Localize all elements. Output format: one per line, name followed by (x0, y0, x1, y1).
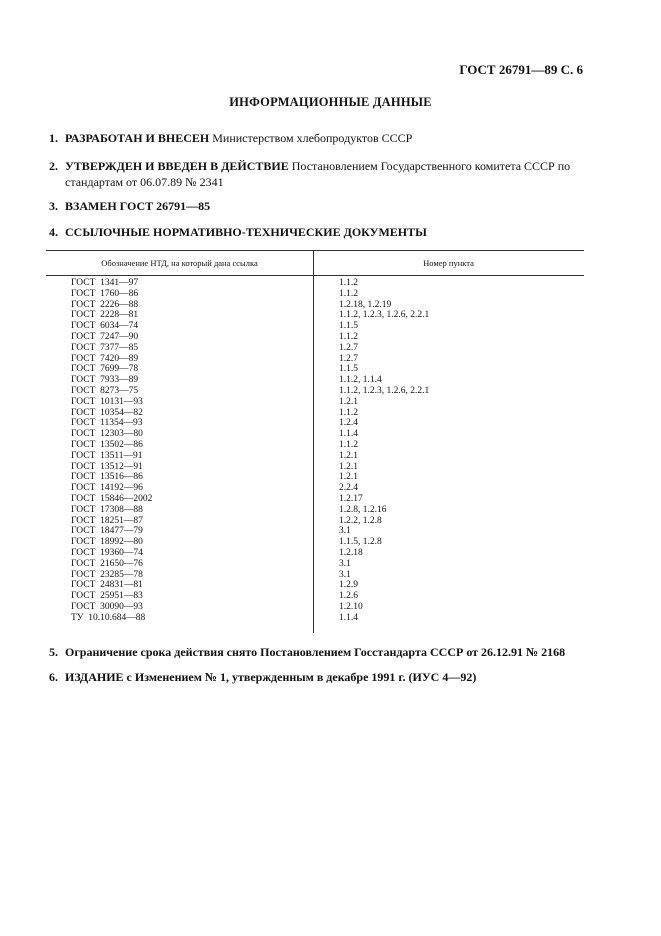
table-row (46, 386, 584, 397)
clause-number-cell: 1.2.6 (339, 591, 358, 602)
table-header-row (46, 251, 584, 275)
clause-number-cell: 1.2.1 (339, 461, 358, 472)
table-row (46, 494, 584, 505)
item-text: Постановлением Государственного комитета СССР по стандартам от 06.07.89 № 2341 (65, 159, 571, 189)
document-designation-cell: ГОСТ 7377—85 (71, 342, 139, 353)
clause-number-cell: 1.1.2 (339, 288, 358, 299)
table-row (46, 375, 584, 386)
document-designation-cell: ГОСТ 11354—93 (71, 418, 143, 429)
table-row (46, 310, 584, 321)
item-number: 6. (49, 670, 58, 684)
clause-number-cell: 1.1.2, 1.2.3, 1.2.6, 2.2.1 (339, 385, 430, 396)
document-designation-cell: ГОСТ 17308—88 (71, 504, 143, 515)
document-designation-cell: ГОСТ 15846—2002 (71, 493, 153, 504)
clause-number-cell: 1.2.17 (339, 493, 363, 504)
table-row (46, 505, 584, 516)
item-number: 2. (49, 159, 58, 173)
document-designation-cell: ГОСТ 10131—93 (71, 396, 143, 407)
document-designation-cell: ГОСТ 21650—76 (71, 558, 143, 569)
item-bold-text: ИЗДАНИЕ с Изменением № 1, утвержденным в декабре 1991 г. (ИУС 4—92) (65, 670, 477, 684)
document-designation-cell: ГОСТ 25951—83 (71, 591, 143, 602)
document-designation-cell: ГОСТ 18251—87 (71, 515, 143, 526)
info-item-3 (49, 198, 589, 214)
table-row (46, 440, 584, 451)
table-row (46, 548, 584, 559)
table-row (46, 472, 584, 483)
clause-number-cell: 1.2.1 (339, 472, 358, 483)
item-number: 4. (49, 225, 58, 239)
info-item-1 (49, 130, 589, 146)
document-designation-cell: ГОСТ 1341—97 (71, 278, 139, 288)
table-row (46, 278, 584, 289)
clause-number-cell: 1.1.2 (339, 439, 358, 450)
clause-number-cell: 1.2.4 (339, 418, 358, 429)
table-row (46, 321, 584, 332)
document-designation-cell: ГОСТ 7933—89 (71, 375, 139, 386)
document-designation-cell: ГОСТ 13511—91 (71, 450, 143, 461)
item-bold-text: УТВЕРЖДЕН И ВВЕДЕН В ДЕЙСТВИЕ (65, 159, 289, 173)
item-number: 5. (49, 645, 58, 659)
document-designation-cell: ГОСТ 7420—89 (71, 353, 139, 364)
document-designation-cell: ГОСТ 7699—78 (71, 364, 139, 375)
clause-number-cell: 1.1.4 (339, 429, 358, 440)
clause-number-cell: 1.1.2 (339, 407, 358, 418)
table-row (46, 364, 584, 375)
table-row (46, 300, 584, 311)
document-designation-cell: ГОСТ 24831—81 (71, 580, 143, 591)
document-designation-cell: ГОСТ 2228—81 (71, 310, 139, 321)
column-divider (313, 250, 314, 633)
clause-number-cell: 1.1.4 (339, 612, 358, 623)
item-bold-text: ССЫЛОЧНЫЕ НОРМАТИВНО-ТЕХНИЧЕСКИЕ ДОКУМЕНТЫ (65, 225, 427, 239)
table-row (46, 332, 584, 343)
document-designation-cell: ГОСТ 12303—80 (71, 429, 143, 440)
item-bold-text: Ограничение срока действия снято Постановлением Госстандарта СССР от 26.12.91 № 2168 (65, 645, 566, 659)
clause-number-cell: 1.1.5 (339, 321, 358, 332)
table-row (46, 537, 584, 548)
document-designation-cell: ГОСТ 18477—79 (71, 526, 143, 537)
info-item-2 (49, 158, 589, 190)
clause-number-cell: 1.1.2 (339, 278, 358, 288)
table-row (46, 289, 584, 300)
table-row (46, 602, 584, 613)
clause-number-cell: 1.2.2, 1.2.8 (339, 515, 382, 526)
document-designation-cell: ГОСТ 1760—86 (71, 288, 139, 299)
item-number: 1. (49, 131, 58, 145)
clause-number-cell: 1.2.1 (339, 450, 358, 461)
table-row (46, 613, 584, 624)
clause-number-cell: 1.2.18, 1.2.19 (339, 299, 392, 310)
document-designation-cell: ТУ 10.10.684—88 (71, 612, 146, 623)
table-body (46, 276, 584, 624)
clause-number-cell: 1.2.7 (339, 353, 358, 364)
document-designation-cell: ГОСТ 30090—93 (71, 601, 143, 612)
clause-number-cell: 1.2.18 (339, 547, 363, 558)
clause-number-cell: 1.2.8, 1.2.16 (339, 504, 387, 515)
table-row (46, 429, 584, 440)
reference-documents-table (46, 250, 584, 624)
item-number: 3. (49, 199, 58, 213)
clause-number-cell: 1.2.1 (339, 396, 358, 407)
document-designation-cell: ГОСТ 19360—74 (71, 547, 143, 558)
table-row (46, 418, 584, 429)
document-designation-cell: ГОСТ 18992—80 (71, 537, 143, 548)
info-item-5 (49, 644, 589, 660)
document-designation-cell: ГОСТ 13516—86 (71, 472, 143, 483)
info-item-6 (49, 669, 589, 685)
table-row (46, 483, 584, 494)
item-bold-text: ВЗАМЕН ГОСТ 26791—85 (65, 199, 211, 213)
document-designation-cell: ГОСТ 23285—78 (71, 569, 143, 580)
table-row (46, 580, 584, 591)
clause-number-cell: 1.1.2, 1.2.3, 1.2.6, 2.2.1 (339, 310, 430, 321)
table-row (46, 451, 584, 462)
column-header-clause: Номер пункта (423, 258, 474, 268)
table-row (46, 397, 584, 408)
item-text: Министерством хлебопродуктов СССР (209, 131, 413, 145)
table-row (46, 570, 584, 581)
table-row (46, 408, 584, 419)
document-designation-cell: ГОСТ 10354—82 (71, 407, 143, 418)
column-header-document: Обозначение НТД, на который дана ссылка (101, 258, 258, 268)
document-designation-cell: ГОСТ 7247—90 (71, 331, 139, 342)
clause-number-cell: 3.1 (339, 558, 351, 569)
clause-number-cell: 3.1 (339, 569, 351, 580)
document-designation-cell: ГОСТ 13512—91 (71, 461, 143, 472)
document-designation-cell: ГОСТ 6034—74 (71, 321, 139, 332)
document-designation-cell: ГОСТ 2226—88 (71, 299, 139, 310)
section-title: ИНФОРМАЦИОННЫЕ ДАННЫЕ (229, 95, 432, 109)
clause-number-cell: 1.1.5, 1.2.8 (339, 537, 382, 548)
clause-number-cell: 1.2.9 (339, 580, 358, 591)
document-designation-cell: ГОСТ 8273—75 (71, 385, 139, 396)
table-row (46, 516, 584, 527)
clause-number-cell: 1.2.10 (339, 601, 363, 612)
table-row (46, 526, 584, 537)
info-item-4 (49, 224, 589, 240)
table-row (46, 354, 584, 365)
table-row (46, 559, 584, 570)
standard-reference-header: ГОСТ 26791—89 С. 6 (459, 62, 583, 77)
table-row (46, 591, 584, 602)
document-designation-cell: ГОСТ 13502—86 (71, 439, 143, 450)
clause-number-cell: 1.1.5 (339, 364, 358, 375)
clause-number-cell: 3.1 (339, 526, 351, 537)
clause-number-cell: 1.1.2, 1.1.4 (339, 375, 382, 386)
clause-number-cell: 1.2.7 (339, 342, 358, 353)
table-row (46, 343, 584, 354)
item-bold-text: РАЗРАБОТАН И ВНЕСЕН (65, 131, 210, 145)
clause-number-cell: 2.2.4 (339, 483, 358, 494)
table-row (46, 462, 584, 473)
clause-number-cell: 1.1.2 (339, 331, 358, 342)
document-designation-cell: ГОСТ 14192—96 (71, 483, 143, 494)
